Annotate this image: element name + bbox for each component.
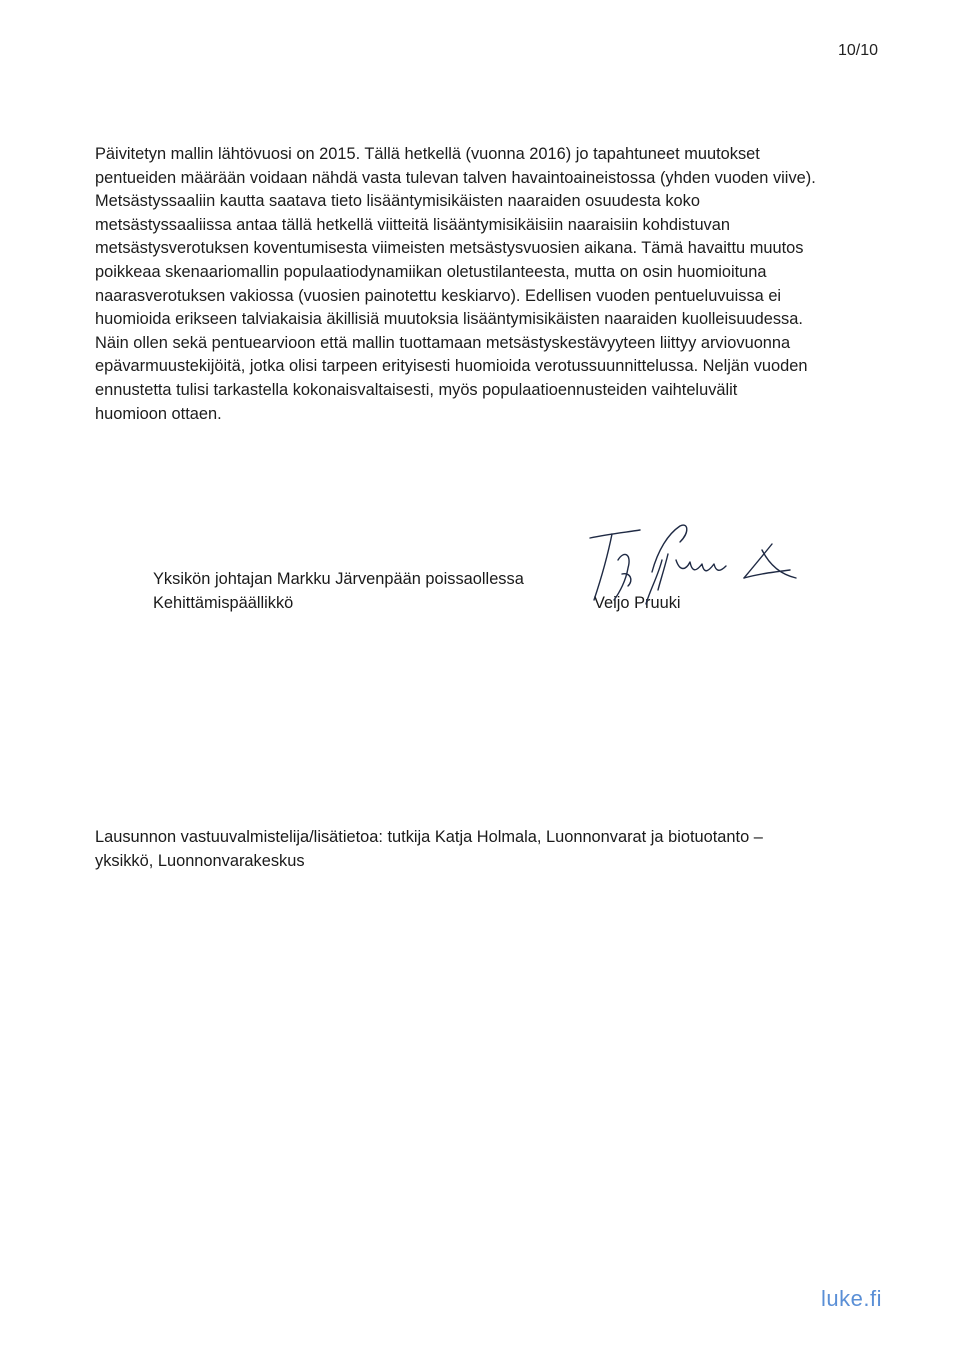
contact-info: Lausunnon vastuuvalmistelija/lisätietoa: tutkija Katja Holmala, Luonnonvarat ja biotuotanto – yksikkö, Luonnonvarakeskus <box>95 828 763 870</box>
body-text <box>95 143 885 426</box>
luke-logo: luke.fi <box>821 1286 882 1311</box>
page-number: 10/10 <box>837 42 878 59</box>
handwritten-signature <box>568 520 808 620</box>
signer-title-block <box>153 567 524 615</box>
body-paragraph: Päivitetyn mallin lähtövuosi on 2015. Tällä hetkellä (vuonna 2016) jo tapahtuneet muutokset pentueiden määrään voidaan nähdä vasta tulevan talven havaintoaineistossa (yhden vuoden viive). Metsästyssaaliin kautta saatava tieto lisääntymisikäisten naaraiden osuudesta koko metsästyssaaliissa antaa tällä hetkellä viitteitä lisääntymisikäisiin naaraisiin kohdistuvan metsästysverotuksen koventumisesta viimeisten metsästysvuosien aikana. Tämä havaittu muutos poikkeaa skenaariomallin populaatiodynamiikan oletustilanteesta, mutta on osin huomioituna naarasverotuksen vakiossa (vuosien painotettu keskiarvo). Edellisen vuoden pentueluvuissa ei huomioida erikseen talviakaisia äkillisiä muutoksia lisääntymisikäisten naaraiden kuolleisuudessa. Näin ollen sekä pentuearvioon että mallin tuottamaan metsästyskestävyyteen liittyy arviovuonna epävarmuustekijöitä, jotka olisi tarpeen erityisesti huomioida verotussuunnittelussa. Neljän vuoden ennustetta tulisi tarkastella kokonaisvaltaisesti, myös populaatioennusteiden vaihteluvälit huomioon ottaen. <box>95 145 816 423</box>
signer-role-line: Yksikön johtajan Markku Järvenpään poissaollessa <box>153 570 524 588</box>
signer-name: Veijo Pruuki <box>594 594 681 612</box>
signer-title-line: Kehittämispäällikkö <box>153 594 294 612</box>
